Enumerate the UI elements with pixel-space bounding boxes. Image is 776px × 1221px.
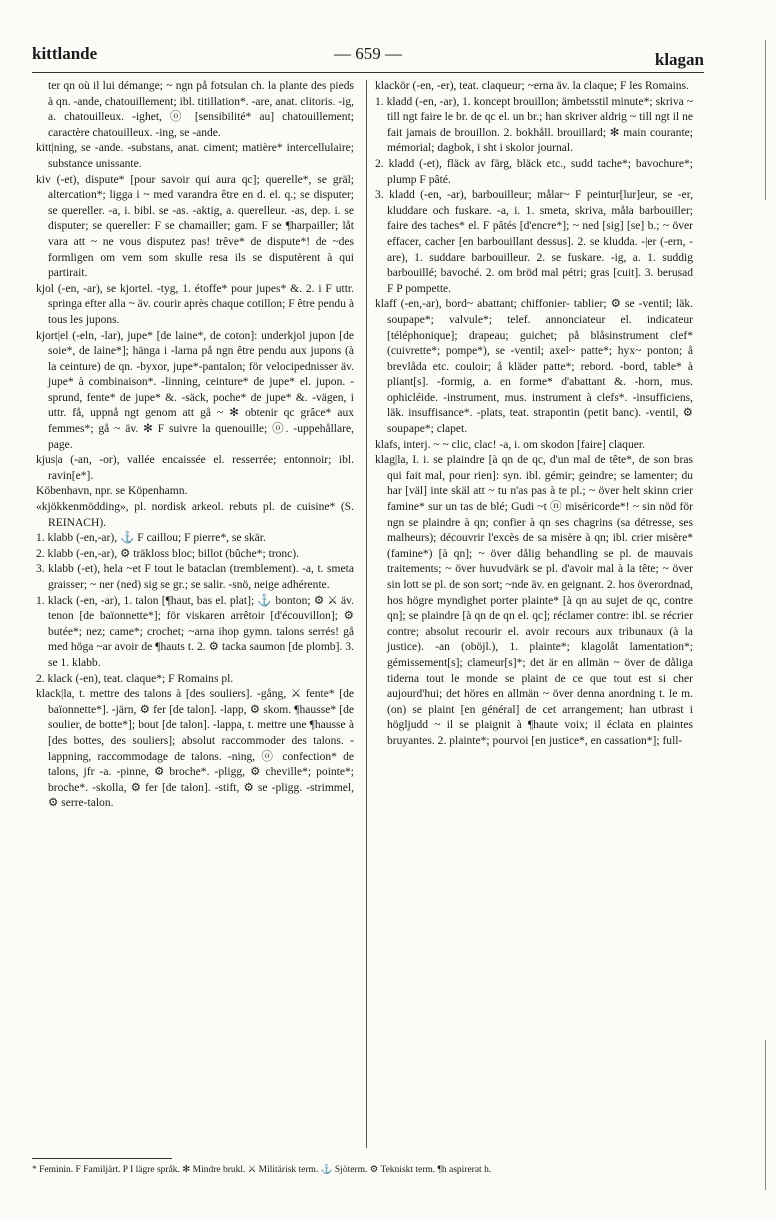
dictionary-entry: klag|la, I. i. se plaindre [à qn de qc, d'un mal de tête*, de son bras qui fait mal, pour rien]: syn. ibl. gémir; geindre; se lamenter; du har [väl] inte skäl att ~ tu n'as pas à te pl.; ~ över helt skinn crier famine* sur un tas de blé; Gudi ~t ⓝ miséricorde*! ~ sin nöd för ngn se plaindre à qn; confier à qn ses chagrins (sa détresse, ses malheurs); découvrir l'excès de sa misère à qn; ibl. crier misère* (famine*) [à qn]; ~ över dålig behandling se pl. de mauvais traitements; ~ över huvudvärk se pl. d'avoir mal à la tête; ~ över sin lott se pl. de son sort; ~nde äv. en geignant. 2. hos överordnad, hos högre myndighet porter plainte* [à qn au sujet de qc, contre qn]; se plaindre [à qn de qn el. qc]; réclamer contre: ibl. se récrier contre; absolut recourir el. avoir recours aux tribunaux (à la justice). -an (oböjl.), 1. plainte*; klagolåt lamentation*; gémissement[s]; clameur[s]*; det är en allmän ~ över de dåliga tiderna tout le monde se plaint de ce que tout est si cher aujourd'hui; det höres en allmän ~ över denna anordning t. le m. (on) se plaint [en général] de cet arrangement; han utbrast i högljudd ~ il se plaignit à ¶haute voix; il éclata en plaintes bruyantes. 2. plainte*; pourvoi [en justice*, en cassation*]; full- xyxy=(375,454,693,747)
dictionary-entry: 3. kladd (-en, -ar), barbouilleur; målar~ F peintur[lur]eur, se -er, kluddare och fuskare. -a, i. 1. smeta, skriva, måla barbouiller; faire des taches* el. F pâtés [d'encre*]; ~ ned [sig] [se] b.; ~ över effacer, cacher [en barbouillant dessus]. 2. se kludda. -|er (-ern, -are), 1. suddare barbouilleur. 2. se fuskare. -ig, a. 1. suddig barbouillé; bavoché. 2. om bröd mal pétri; gras [cuit]. 3. berusad F P pompette. xyxy=(375,189,693,295)
dictionary-entry: kitt|ning, se -ande. -substans, anat. ciment; matière* intercellulaire; substance unissante. xyxy=(36,142,354,170)
dictionary-entry: 2. klabb (-en,-ar), ⚙ träkloss bloc; billot (bûche*; tronc). xyxy=(36,547,300,560)
dictionary-entry: 2. klack (-en), teat. claque*; F Romains pl. xyxy=(36,672,234,685)
dictionary-entry: kiv (-et), dispute* [pour savoir qui aura qc]; querelle*, se gräl; altercation*; ligga i ~ med varandra être en d. el. q.; se disputer; se quereller. -a, i. bibl. se -as. -aktig, a. querelleur. -as, dep. i. se disputer; se quereller: F se chamailler; gam. F se ¶harpailler; låt vara att ~ ne vous disputez pas! trêve* de dispute*! de ~des formligen om vem som skulle resa ils se disputèrent à qui partirait. xyxy=(36,173,354,280)
dictionary-entry: 1. klabb (-en,-ar), ⚓ F caillou; F pierre*, se skär. xyxy=(36,532,266,545)
column-divider xyxy=(366,80,367,1148)
dictionary-entry: klackör (-en, -er), teat. claqueur; ~erna äv. la claque; F les Romains. xyxy=(375,80,689,92)
dictionary-entry: kjort|el (-eln, -lar), jupe* [de laine*, de coton]: underkjol jupon [de soie*, de laine*]; hänga i -larna på ngn être pendu aux jupons (à la ceinture) de qn. -byxor, jupe*-pantalon; för velocipednisser äv. jupe* à combinaison*. -linning, ceinture* de jupe* el. jupon. -sprund, fente* de jupe* &. -säck, poche* de jupe* &. -vägen, i uttr. få, uppnå ngt genom att gå ~ ✻ obtenir qc grâce* aux femmes*; gå ~ äv. ✻ F suivre la quenouille; ⓞ. -uppehållare, page. xyxy=(36,329,354,451)
dictionary-entry: kjol (-en, -ar), se kjortel. -tyg, 1. étoffe* pour jupes* &. 2. i F uttr. springa efter alla ~ äv. courir après chaque cotillon; F être pendu à tous les jupons. xyxy=(36,282,354,326)
dictionary-entry: kjus|a (-an, -or), vallée encaissée el. resserrée; entonnoir; ibl. ravin[e*]. xyxy=(36,454,354,482)
left-column xyxy=(36,79,354,1147)
right-column xyxy=(375,79,693,1147)
dictionary-entry: 3. klabb (-et), hela ~et F tout le bataclan (tremblement). -a, t. smeta graisser; ~ ner (ned) sig se gr.; se salir. -snö, neige adhérente. xyxy=(36,563,354,591)
guide-word-left: kittlande xyxy=(32,44,98,63)
page-edge-mark xyxy=(765,40,766,200)
dictionary-entry: ter qn où il lui démange; ~ ngn på fotsulan ch. la plante des pieds à qn. -ande, chatouillement; ibl. titillation*. -are, anat. clitoris. -ig, a. chatouilleux. -ighet, ⓞ [sensibilité* au] chatouillement; caractère chatouilleux. -ing, se -ande. xyxy=(48,80,354,139)
page-header xyxy=(32,44,704,70)
dictionary-entry: 2. kladd (-et), fläck av färg, bläck etc., sudd tache*; bavochure*; plump F pâté. xyxy=(375,157,693,186)
footnote-rule xyxy=(32,1158,172,1159)
page-number: — 659 — xyxy=(334,44,402,63)
header-rule xyxy=(32,72,704,73)
dictionary-entry: «kjökkenmödding», pl. nordisk arkeol. rebuts pl. de cuisine* (S. REINACH). xyxy=(36,501,354,529)
page-edge-mark xyxy=(765,1040,766,1190)
dictionary-entry: Köbenhavn, npr. se Köpenhamn. xyxy=(36,485,188,498)
guide-word-right: klagan xyxy=(654,50,704,69)
dictionary-entry: klack|la, t. mettre des talons à [des souliers]. -gång, ⚔ fente* [de baïonnette*]. -järn, ⚙ fer [de talon]. -lapp, ⚙ skom. ¶hausse* [de soulier, de botte*]; bout [de talon]. -lappa, t. mettre une ¶hausse à [des bottes, des souliers]; absolut raccommoder des talons. -lappning, raccommodage de talons. -ning, ⓞ confection* de talons, jfr -a. -pinne, ⚙ broche*. -pligg, ⚙ cheville*; pointe*; broche*. -skolla, ⚙ fer [de talon]. -stift, ⚙ se -pligg. -strimmel, ⚙ serre-talon. xyxy=(36,688,354,810)
dictionary-entry: 1. klack (-en, -ar), 1. talon [¶haut, bas el. plat]; ⚓ bonton; ⚙ ⚔ äv. tenon [de baïonnette*]; för viskaren arrêtoir [d'écouvillon]; ⚙ butée*; nez; came*; crochet; ~arna ihop gymn. talons serrés! gå med höga ~ar avoir de ¶hauts t. 2. ⚙ tacka saumon [de plomb]. 3. se 1. klabb. xyxy=(36,594,354,669)
dictionary-entry: 1. kladd (-en, -ar), 1. koncept brouillon; ämbetsstil minute*; skriva ~ till ngt faire le br. de qc el. un br.; han skriver aldrig ~ till ngt il ne fait jamais de brouillon. 2. bokhåll. brouillard; ✻ main courante; mémorial; dagbok, i sht i skolor journal. xyxy=(375,95,693,155)
dictionary-entry: klafs, interj. ~ ~ clic, clac! -a, i. om skodon [faire] claquer. xyxy=(375,438,645,451)
dictionary-entry: klaff (-en,-ar), bord~ abattant; chiffonier- tablier; ⚙ se -ventil; läk. soupape*; valvule*; telef. annonciateur el. indicateur [téléphonique]; drapeau; guichet; på blåsinstrument clef* (cuivrette*; pompe*), se -ventil; axel~ patte*; hyx~ ponton; å brevlåda etc. couloir; å kläder patte*; rebord. -bord, table* à pliant[s]. -formig, a. en forme* d'abattant &. -horn, mus. ophicléide. -instrument, mus. instrument à clefs*. -insufficiens, läk. insuffisance*. -plats, teat. strapontin (petit banc). -ventil, ⚙ soupape*; clapet. xyxy=(375,298,693,436)
footnote-legend: * Feminin. F Familjärt. P I lägre språk. ✻ Mindre brukl. ⚔ Militärisk term. ⚓ Sjöterm. ⚙ Tekniskt term. ¶h aspirerat h. xyxy=(32,1165,492,1175)
